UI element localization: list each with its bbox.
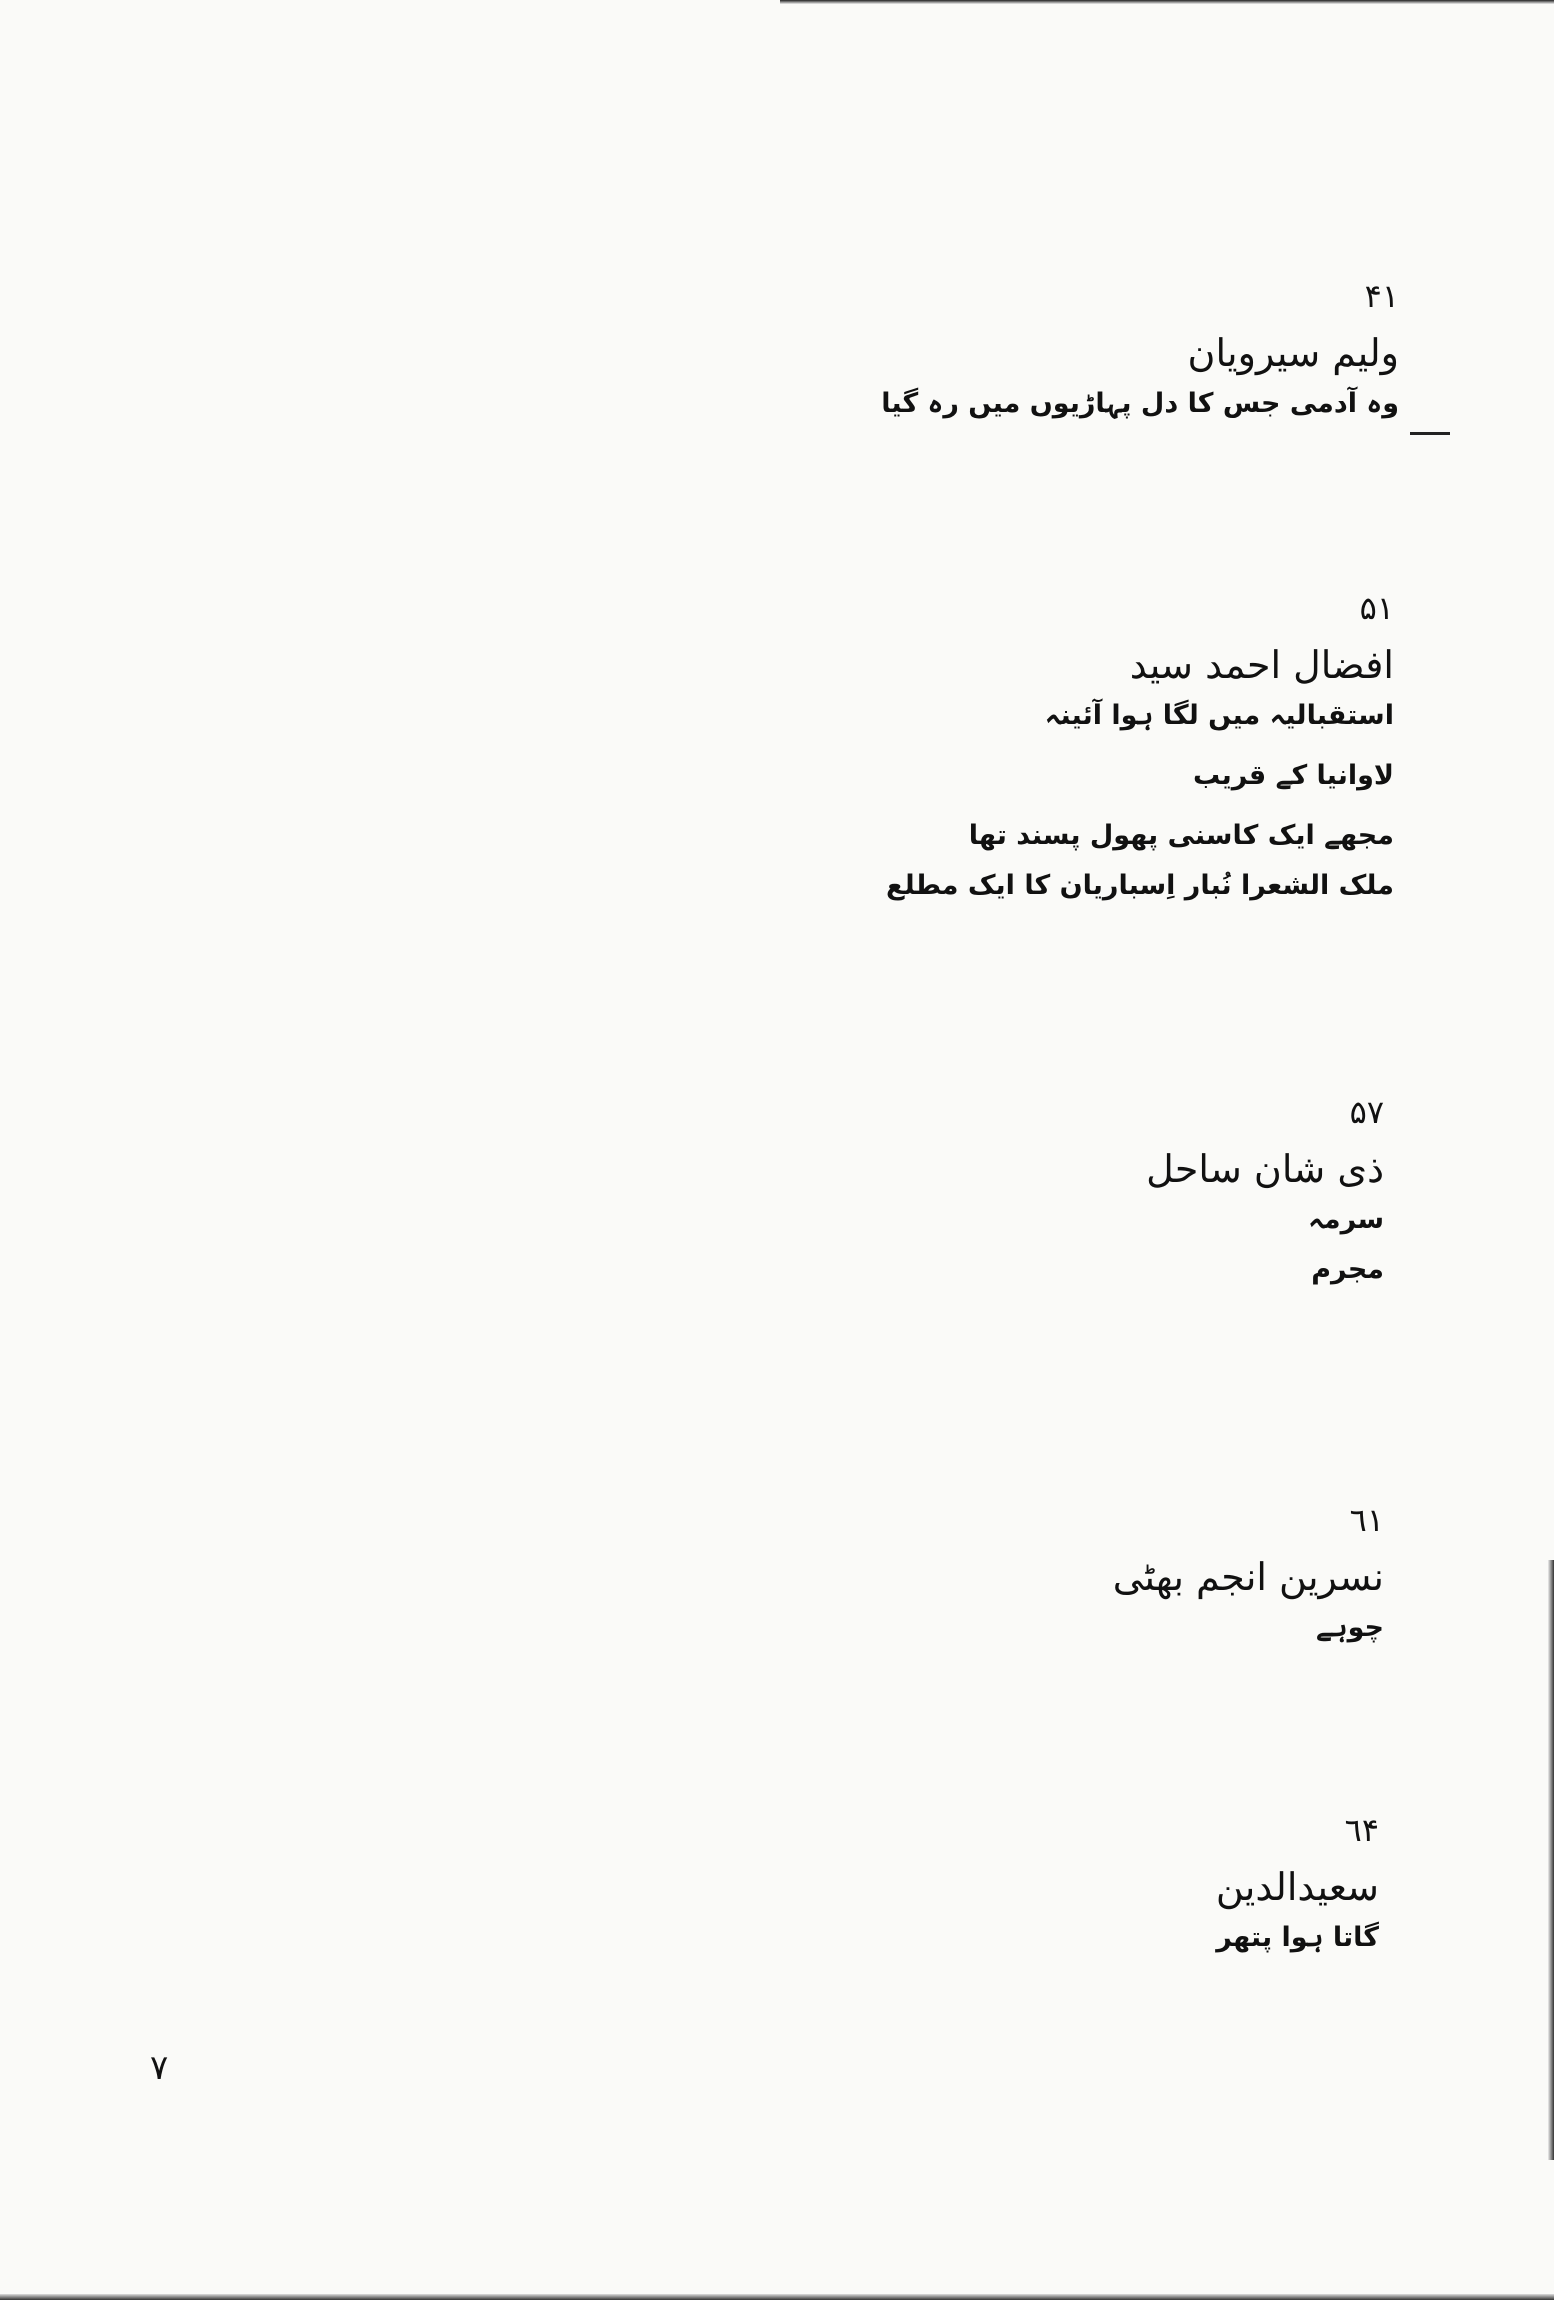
entry-title: وہ آدمی جس کا دل پہاڑیوں میں رہ گیا [881,388,1399,419]
entry-title: لاوانیا کے قریب [1193,760,1394,791]
entry-title: مجرم [1311,1254,1384,1285]
entry-page-number: ۴۱ [1364,277,1399,315]
entry-title: استقبالیہ میں لگا ہوا آئینہ [1044,700,1394,731]
entry-author: ذی شان ساحل [1146,1147,1384,1191]
entry-page-number: ٦۴ [1344,1811,1379,1849]
entry-title: ملک الشعرا نُبار اِسباریان کا ایک مطلع [886,870,1394,901]
entry-title: مجھے ایک کاسنی پھول پسند تھا [968,820,1394,851]
entry-title: سرمہ [1308,1204,1384,1235]
page-right-edge [1548,1560,1554,2160]
contents-entry [0,1092,1554,1288]
page-bottom-edge [0,2294,1554,2300]
entry-title: چوہے [1315,1612,1384,1643]
margin-mark [1410,432,1450,435]
page-top-edge [780,0,1554,4]
contents-entry [0,588,1554,904]
contents-entry [0,276,1554,422]
entry-page-number: ۵۱ [1359,589,1394,627]
entry-page-number: ٦١ [1349,1501,1384,1539]
entry-title: گاتا ہوا پتھر [1216,1922,1379,1953]
entry-author: سعیدالدین [1215,1865,1379,1909]
entry-author: نسرین انجم بھٹی [1112,1555,1384,1599]
contents-entry [0,1810,1554,1956]
entry-page-number: ۵۷ [1349,1093,1384,1131]
contents-entry [0,1500,1554,1646]
entry-author: افضال احمد سید [1129,643,1394,687]
page-folio: ۷ [150,2048,169,2088]
entry-author: ولیم سیرویان [1187,331,1399,375]
